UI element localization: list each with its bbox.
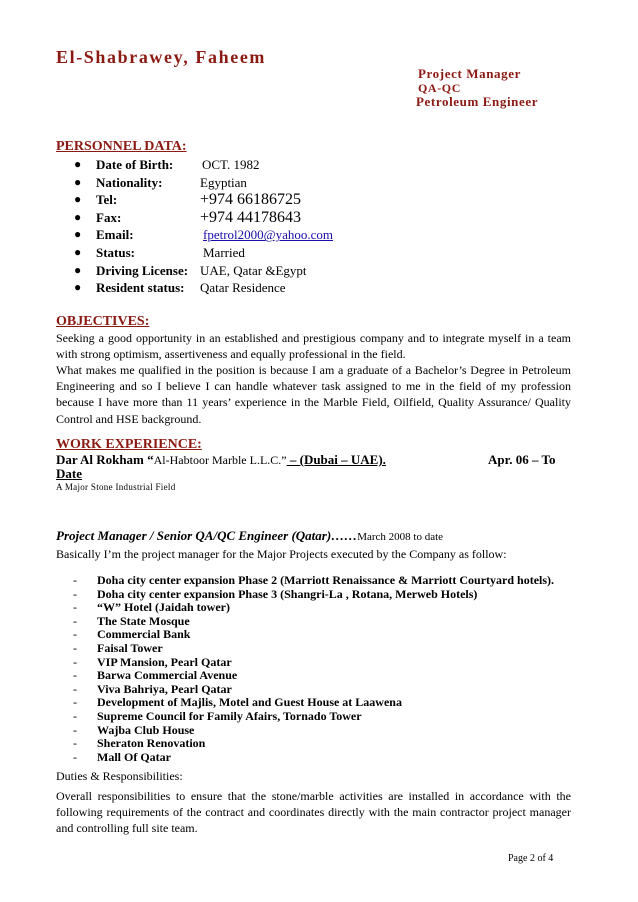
tel-value: +974 66186725 [200, 191, 302, 209]
bullet-icon: ● [74, 174, 82, 189]
list-item [73, 751, 554, 765]
personnel-item-email [56, 226, 333, 244]
project-name: Doha city center expansion Phase 3 (Shangri-La , Rotana, Merweb Hotels) [97, 586, 478, 601]
dash-marker: - [73, 640, 77, 655]
project-name: Faisal Tower [97, 640, 163, 655]
projects-intro: Basically I’m the project manager for the Major Projects executed by the Company as follow: [56, 547, 507, 561]
bullet-icon: ● [74, 157, 82, 171]
employer-location: – (Dubai – UAE). [286, 452, 386, 467]
bullet-icon: ● [74, 209, 82, 224]
dash-marker: - [73, 695, 77, 710]
dash-marker: - [73, 600, 77, 615]
title-petroleum-engineer: Petroleum Engineer [416, 94, 539, 109]
bullet-icon: ● [74, 262, 82, 277]
email-label: Email: [96, 227, 134, 243]
project-name: VIP Mansion, Pearl Qatar [97, 654, 232, 669]
status-value: Married [203, 244, 245, 260]
status-label: Status: [96, 244, 136, 260]
job-titles [418, 67, 538, 109]
project-name: Wajba Club House [97, 722, 195, 737]
project-name: Commercial Bank [97, 627, 191, 642]
personnel-item-tel [56, 191, 333, 209]
bullet-icon: ● [74, 227, 82, 242]
employer-name: Dar Al Rokham “ [56, 452, 154, 467]
personnel-item-resident [56, 279, 333, 297]
job-title [56, 528, 443, 544]
personnel-heading: PERSONNEL DATA: [56, 139, 187, 154]
list-item [73, 696, 554, 710]
license-label: Driving License: [96, 262, 189, 278]
project-name: The State Mosque [97, 613, 190, 628]
employer-subsidiary: Al-Habtoor Marble L.L.C.” [153, 453, 287, 467]
duties-text: Overall responsibilities to ensure that the stone/marble activities are installed in accordance with the following requirements of the contract and coordinates directly with the main contractor project manager and controlling full site team. [56, 789, 571, 836]
title-project-manager: Project Manager [418, 66, 521, 81]
dob-value: OCT. 1982 [202, 157, 260, 172]
objectives-paragraph-1: Seeking a good opportunity in an established and prestigious company and to integrate myself in a team with strong optimism, assertiveness and equally professional in the field. [56, 331, 571, 362]
project-name: Supreme Council for Family Afairs, Tornado Tower [97, 708, 362, 723]
list-item [73, 656, 554, 670]
list-item [73, 724, 554, 738]
fax-value: +974 44178643 [200, 208, 302, 226]
bullet-icon: ● [74, 192, 82, 207]
project-name: “W” Hotel (Jaidah tower) [97, 600, 230, 615]
dob-label: Date of Birth: [96, 157, 174, 172]
fax-label: Fax: [96, 209, 122, 225]
resident-value: Qatar Residence [200, 280, 286, 296]
project-name: Development of Majlis, Motel and Guest House at Laawena [97, 695, 402, 710]
list-item [73, 642, 554, 656]
project-name: Barwa Commercial Avenue [97, 668, 238, 683]
project-name: Viva Bahriya, Pearl Qatar [97, 681, 232, 696]
dash-marker: - [73, 722, 77, 737]
personnel-item-status [56, 244, 333, 262]
candidate-name: El-Shabrawey, Faheem [56, 47, 266, 67]
list-item [73, 588, 554, 602]
employer-description: A Major Stone Industrial Field [56, 482, 176, 492]
page-number: Page 2 of 4 [508, 853, 554, 864]
dash-marker: - [73, 573, 77, 587]
personnel-item-nationality [56, 174, 333, 192]
project-name: Sheraton Renovation [97, 736, 206, 751]
dash-marker: - [73, 708, 77, 723]
dash-marker: - [73, 749, 77, 764]
dash-marker: - [73, 668, 77, 683]
nationality-value: Egyptian [200, 174, 247, 190]
email-link[interactable]: fpetrol2000@yahoo.com [203, 227, 334, 243]
objectives-heading: OBJECTIVES: [56, 314, 150, 329]
list-item [73, 669, 554, 683]
license-value: UAE, Qatar &Egypt [200, 262, 307, 278]
nationality-label: Nationality: [96, 174, 163, 190]
personnel-item-dob [56, 156, 333, 174]
bullet-icon: ● [74, 280, 82, 295]
employment-dates-end: Date [56, 466, 82, 481]
list-item [73, 574, 554, 588]
job-title-text: Project Manager / Senior QA/QC Engineer (Qatar)…… [56, 528, 358, 543]
personnel-list [56, 156, 333, 297]
job-dates: March 2008 to date [357, 531, 444, 543]
project-name: Mall Of Qatar [97, 749, 171, 764]
title-qa-qc: QA-QC [418, 81, 461, 95]
list-item [73, 615, 554, 629]
list-item [73, 737, 554, 751]
personnel-item-fax [56, 209, 333, 227]
bullet-icon: ● [74, 244, 82, 259]
list-item [73, 628, 554, 642]
dash-marker: - [73, 613, 77, 628]
project-name: Doha city center expansion Phase 2 (Marriott Renaissance & Marriott Courtyard hotels). [97, 573, 555, 587]
dash-marker: - [73, 586, 77, 601]
duties-heading: Duties & Responsibilities: [56, 769, 183, 783]
dash-marker: - [73, 627, 77, 642]
employer-line [56, 453, 571, 481]
personnel-item-license [56, 262, 333, 280]
dash-marker: - [73, 736, 77, 751]
employment-dates: Apr. 06 – To [488, 452, 556, 467]
work-experience-heading: WORK EXPERIENCE: [56, 437, 202, 452]
list-item [73, 601, 554, 615]
list-item [73, 710, 554, 724]
dash-marker: - [73, 654, 77, 669]
projects-list [73, 574, 554, 764]
dash-marker: - [73, 681, 77, 696]
resident-label: Resident status: [96, 280, 185, 296]
objectives-paragraph-2: What makes me qualified in the position is because I am a graduate of a Bachelor’s Degree in Petroleum Engineering and so I believe I can handle whatever task assigned to me in the field of my profession because I have more than 11 years’ experience in the Marble Field, Oilfield, Quality Assurance/ Quality Control and HSE background. [56, 363, 571, 426]
list-item [73, 683, 554, 697]
tel-label: Tel: [96, 192, 118, 208]
